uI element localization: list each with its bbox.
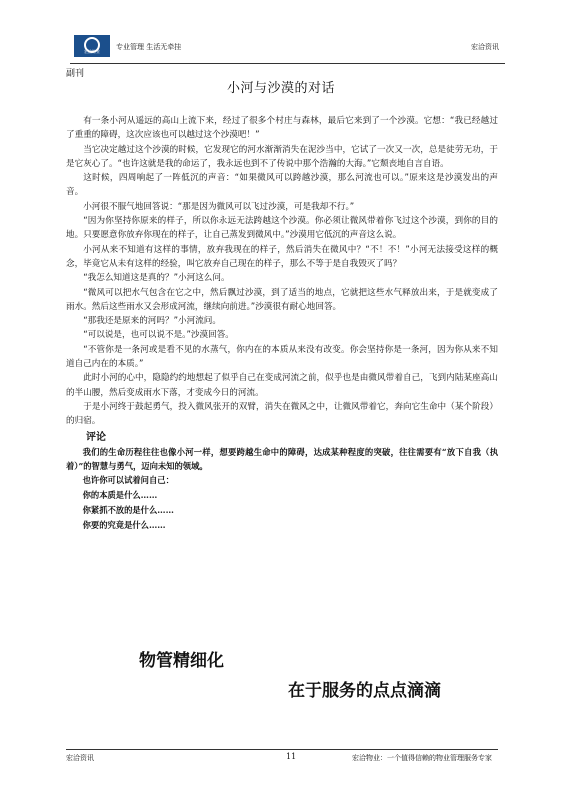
comment-question: 你紧抓不放的是什么…… [82,504,174,515]
comment-text: 我们的生命历程往往也像小河一样，想要跨越生命中的障碍，达成某种程度的突破，往往需要有“放下自我（执着）”的智慧与勇气，迈向未知的领域。 [66,446,498,471]
company-logo [74,35,110,57]
comment-title: 评论 [86,431,106,443]
page-header [70,33,505,64]
paragraph: 于是小河终于鼓起勇气，投入微风张开的双臂，消失在微风之中，让微风带着它，奔向它生命中（某个阶段）的归宿。 [66,401,498,427]
paragraph: “不管你是一条河或是看不见的水蒸气，你内在的本质从来没有改变。你会坚持你是一条河，因为你从来不知道自己内在的本质。” [66,344,498,370]
comment-question: 你的本质是什么…… [82,489,158,500]
comment-section [66,431,498,533]
logo-text: 宏洽物业 [84,49,100,54]
paragraph: “那我还是原来的河吗？”小河流问。 [83,316,221,327]
page-number: 11 [286,752,297,761]
slogan-line-1: 物管精细化 [139,651,224,671]
paragraph: 有一条小河从遥远的高山上流下来，经过了很多个村庄与森林，最后它来到了一个沙漠。它想：“我已经越过了重重的障碍，这次应该也可以越过这个沙漠吧！” [66,116,498,141]
header-publication: 宏洽资讯 [471,43,499,51]
paragraph: “微风可以把水气包含在它之中，然后飘过沙漠，到了适当的地点，它就把这些水气释放出来，于是就变成了雨水。然后这些雨水又会形成河流，继续向前进。”沙漠很有耐心地回答。 [66,287,498,312]
paragraph: “我怎么知道这是真的？”小河这么问。 [83,273,230,284]
header-slogan: 专业管理 生活无牵挂 [116,43,182,51]
paragraph: 这时候，四周响起了一阵低沉的声音：“如果微风可以跨越沙漠，那么河流也可以。”原来这是沙漠发出的声音。 [66,173,498,198]
comment-prompt: 也许你可以试着问自己： [82,474,174,485]
section-label: 副刊 [66,69,85,79]
paragraph: “可以说是，也可以说不是。”沙漠回答。 [83,330,234,341]
article-body [66,114,498,533]
article-title: 小河与沙漠的对话 [226,81,335,96]
comment-question: 你要的究竟是什么…… [82,519,166,530]
paragraph: 小河从来不知道有这样的事情，放弃我现在的样子，然后消失在微风中？“不！不！”小河无法接受这样的概念，毕竟它从未有这样的经验，叫它放弃自己现在的样子，那么不等于是自我毁灭了吗？ [66,244,498,269]
paragraph: 小河很不服气地回答说：“那是因为微风可以飞过沙漠，可是我却不行。” [83,201,355,212]
footer-tagline: 宏洽物业：一个值得信赖的物业管理服务专家 [352,754,492,762]
footer-publication: 宏洽资讯 [66,754,94,762]
paragraph: “因为你坚持你原来的样子，所以你永远无法跨越这个沙漠。你必须让微风带着你飞过这个沙漠，到你的目的地。只要愿意你放弃你现在的样子，让自己蒸发到微风中。”沙漠用它低沉的声音这么说。 [66,216,498,241]
paragraph: 当它决定越过这个沙漠的时候，它发现它的河水渐渐消失在泥沙当中，它试了一次又一次，总是徒劳无功，于是它灰心了。“也许这就是我的命运了，我永远也到不了传说中那个浩瀚的大海。”它颓丧地自言自语。 [66,144,498,169]
paragraph: 此时小河的心中，隐隐约约地想起了似乎自己在变成河流之前，似乎也是由微风带着自己，飞到内陆某座高山的半山腰，然后变成雨水下落，才变成今日的河流。 [66,373,498,398]
slogan-line-2: 在于服务的点点滴滴 [288,681,441,701]
page-footer [66,749,498,762]
